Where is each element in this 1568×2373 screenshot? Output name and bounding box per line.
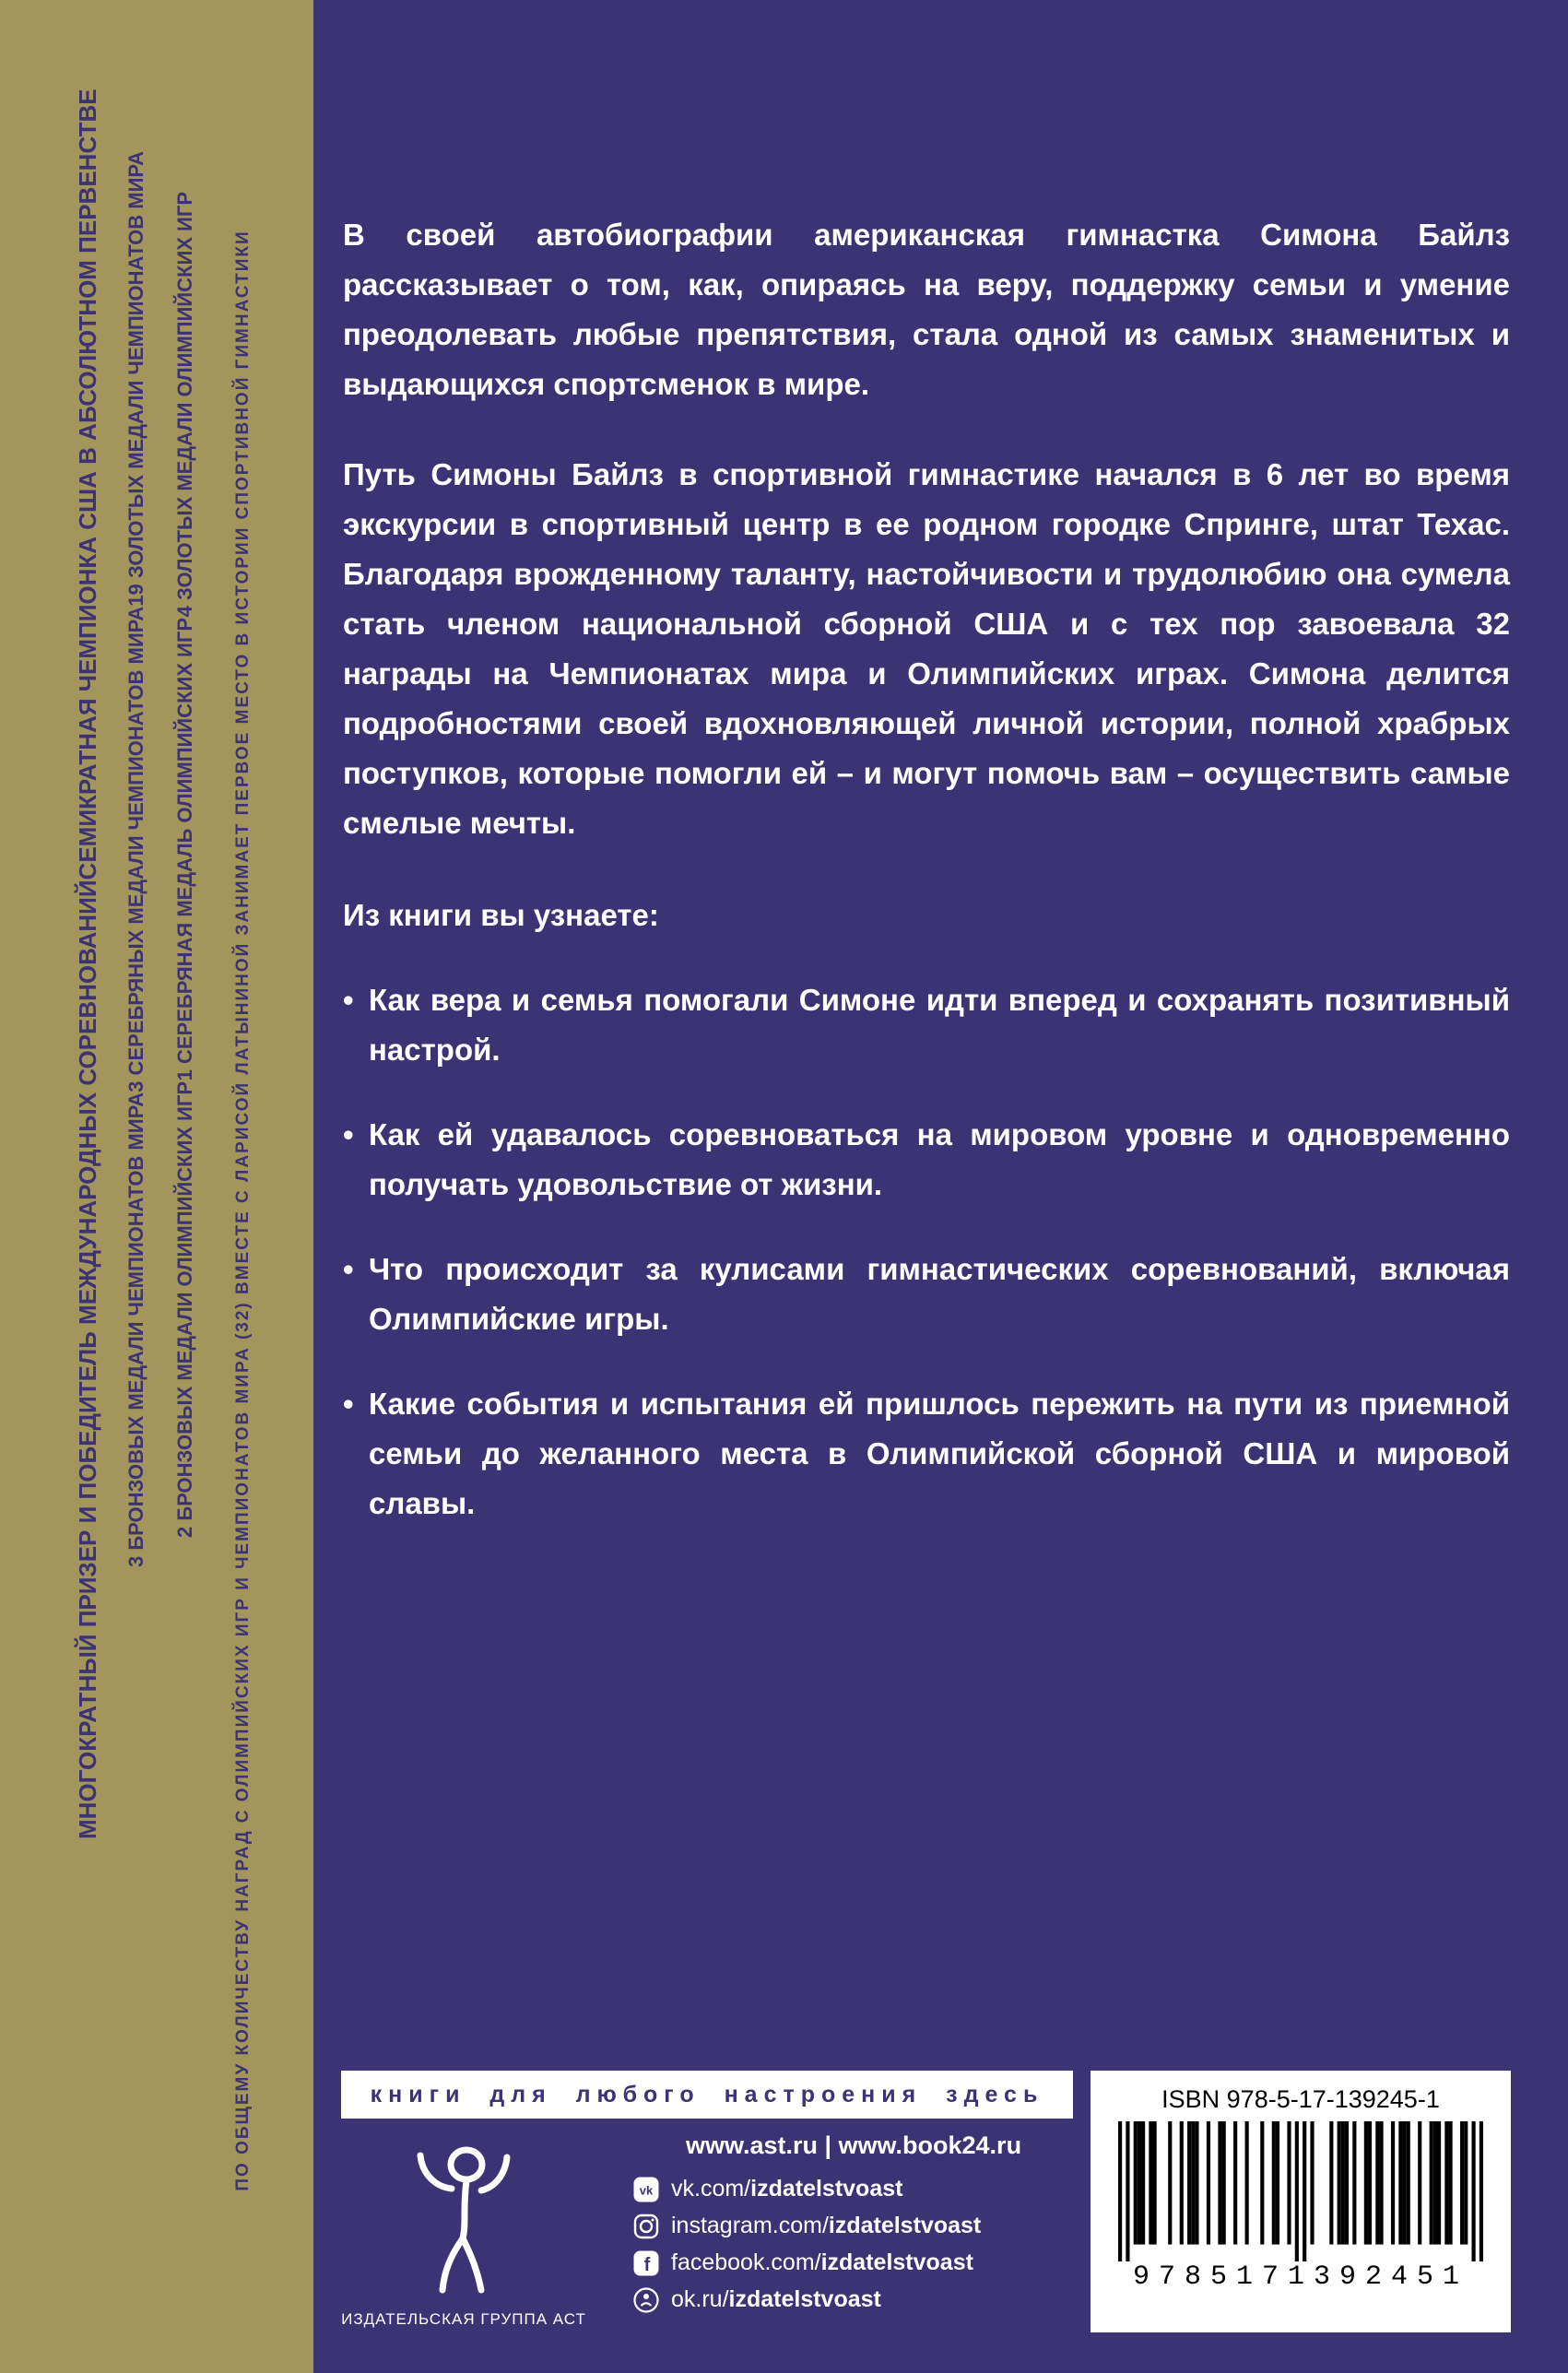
facebook-icon	[632, 2249, 660, 2277]
isbn-box	[1091, 2071, 1511, 2332]
annotation	[343, 210, 1510, 1564]
spine-awards-column-2	[114, 150, 159, 1567]
barcode	[1118, 2121, 1483, 2261]
barcode-number: 9785171392451	[1132, 2261, 1469, 2293]
bullet-marker: •	[343, 1387, 354, 1421]
bullet-text: Как ей удавалось соревноваться на мировом уровне и одновременно получать удовольствие от жизни.	[369, 1117, 1510, 1201]
social-text: instagram.com/izdatelstvoast	[671, 2213, 982, 2238]
bullet-item-2	[343, 1110, 1510, 1210]
spine-award-text: ПО ОБЩЕМУ КОЛИЧЕСТВУ НАГРАД С ОЛИМПИЙСКИХ ИГР И ЧЕМПИОНАТОВ МИРА (32) ВМЕСТЕ С ЛАРИСОЙ ЛАТЫНИНОЙ ЗАНИМАЕТ ПЕРВОЕ МЕСТО В ИСТОРИИ СПОРТИВНОЙ ГИМНАСТИКИ	[233, 230, 253, 2191]
spine-award-text: 1 СЕРЕБРЯНАЯ МЕДАЛЬ ОЛИМПИЙСКИХ ИГР	[173, 618, 196, 1081]
social-item-facebook	[632, 2249, 1075, 2277]
paragraph-2: Путь Симоны Байлз в спортивной гимнастике начался в 6 лет во время экскурсии в спортивный центр в ее родном городке Спринге, штат Техас. Благодаря врожденному таланту, настойчивости и трудолюбию она сумела стать членом национальной сборной США и с тех пор завоевала 32 награды на Чемпионатах мира и Олимпийских играх. Симона делится подробностями своей вдохновляющей личной истории, полной храбрых поступков, которые помогли ей – и могут помочь вам – осуществить самые смелые мечты.	[343, 457, 1510, 840]
social-text: facebook.com/izdatelstvoast	[671, 2249, 973, 2275]
bullet-text: Что происходит за кулисами гимнастических соревнований, включая Олимпийские игры.	[369, 1252, 1510, 1336]
svg-text:vk: vk	[639, 2183, 654, 2197]
slogan-text: книги для любого настроения здесь	[370, 2081, 1044, 2107]
spine-awards-column-1	[65, 89, 111, 1839]
social-item-vk	[632, 2175, 1075, 2203]
slogan-banner	[341, 2071, 1073, 2119]
bullet-text: Как вера и семья помогали Симоне идти вперед и сохранять позитивный настрой.	[369, 983, 1510, 1067]
spine-award-text: МНОГОКРАТНЫЙ ПРИЗЕР И ПОБЕДИТЕЛЬ МЕЖДУНАРОДНЫХ СОРЕВНОВАНИЙ	[73, 880, 101, 1839]
bullet-marker: •	[343, 1252, 354, 1286]
spine-award-text: 3 СЕРЕБРЯНЫХ МЕДАЛИ ЧЕМПИОНАТОВ МИРА	[124, 606, 147, 1092]
spine-award-text: 19 ЗОЛОТЫХ МЕДАЛИ ЧЕМПИОНАТОВ МИРА	[124, 150, 147, 607]
websites-line: www.ast.ru | www.book24.ru	[685, 2131, 1022, 2159]
bullet-marker: •	[343, 1117, 354, 1151]
ast-logo	[395, 2137, 533, 2303]
list-intro: Из книги вы узнаете:	[343, 898, 659, 932]
spine-award-text: СЕМИКРАТНАЯ ЧЕМПИОНКА США В АБСОЛЮТНОМ ПЕРВЕНСТВЕ	[73, 89, 101, 880]
spine-awards-column-3	[163, 192, 207, 1538]
spine-award-text: 4 ЗОЛОТЫХ МЕДАЛИ ОЛИМПИЙСКИХ ИГР	[173, 192, 196, 618]
bullet-marker: •	[343, 983, 354, 1017]
paragraph-1: В своей автобиографии американская гимнастка Симона Байлз рассказывает о том, как, опираясь на веру, поддержку семьи и умение преодолевать любые препятствия, стала одной из самых знаменитых и выдающихся спортсменок в мире.	[343, 218, 1510, 401]
social-text: ok.ru/izdatelstvoast	[671, 2286, 881, 2312]
bullet-text: Какие события и испытания ей пришлось пережить на пути из приемной семьи до желанного места в Олимпийской сборной США и мировой славы.	[369, 1387, 1510, 1520]
vk-icon	[632, 2176, 660, 2203]
publisher-caption: ИЗДАТЕЛЬСКАЯ ГРУППА АСТ	[341, 2310, 586, 2328]
spine-award-text: 2 БРОНЗОВЫХ МЕДАЛИ ОЛИМПИЙСКИХ ИГР	[173, 1081, 196, 1538]
social-item-instagram	[632, 2212, 1075, 2240]
bullet-item-4	[343, 1379, 1510, 1529]
spine-award-text: 3 БРОНЗОВЫХ МЕДАЛИ ЧЕМПИОНАТОВ МИРА	[124, 1092, 147, 1567]
social-list	[632, 2175, 1075, 2314]
bullet-item-3	[343, 1245, 1510, 1344]
isbn-text: ISBN 978-5-17-139245-1	[1161, 2085, 1440, 2113]
publisher-block	[341, 2137, 586, 2329]
instagram-icon	[632, 2213, 660, 2240]
svg-text:f: f	[643, 2254, 651, 2275]
spine-awards-column-4	[230, 111, 257, 2310]
ok-icon	[632, 2286, 660, 2314]
social-text: vk.com/izdatelstvoast	[671, 2176, 903, 2202]
spine-strip	[0, 0, 313, 2373]
social-item-ok	[632, 2285, 1075, 2314]
bullet-item-1	[343, 975, 1510, 1075]
links-block	[632, 2131, 1075, 2314]
